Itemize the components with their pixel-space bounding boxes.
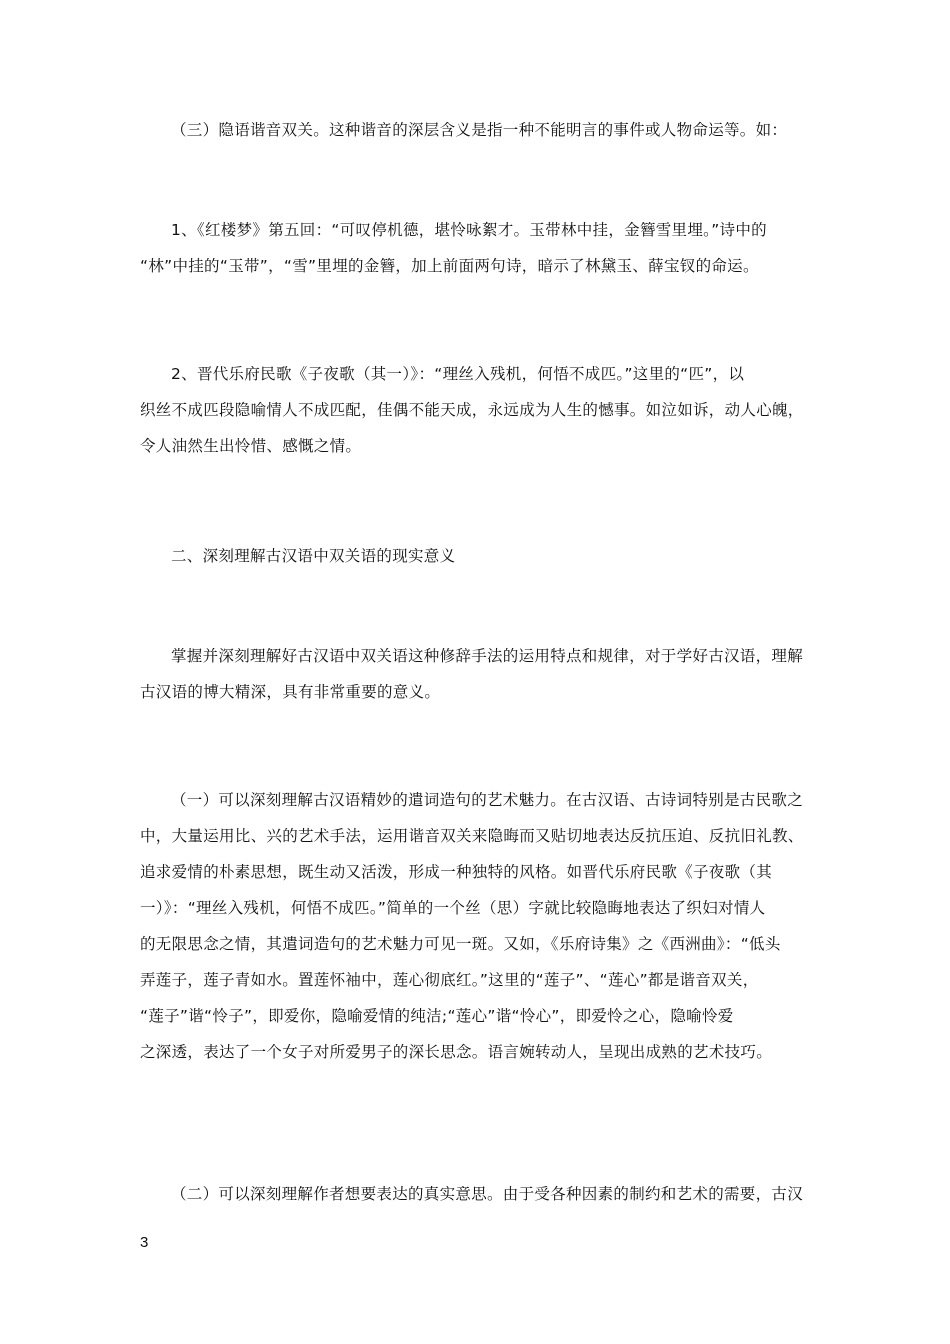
paragraph-honglou-example — [140, 212, 812, 284]
text-line: 之深透，表达了一个女子对所爱男子的深长思念。语言婉转动人，呈现出成熟的艺术技巧。 — [140, 1043, 773, 1061]
text-line: “林”中挂的“玉带”，“雪”里埋的金簪，加上前面两句诗，暗示了林黛玉、薛宝钗的命运。 — [140, 257, 759, 275]
paragraph-ziye-example — [140, 356, 812, 464]
text-line: 中，大量运用比、兴的艺术手法，运用谐音双关来隐晦而又贴切地表达反抗压迫、反抗旧礼教、 — [140, 827, 804, 845]
text-line: （三）隐语谐音双关。这种谐音的深层含义是指一种不能明言的事件或人物命运等。如： — [171, 121, 788, 139]
text-line: 2、晋代乐府民歌《子夜歌（其一）》：“理丝入残机，何悟不成匹。”这里的“匹”，以 — [171, 365, 745, 383]
text-line: 令人油然生出怜惜、感慨之情。 — [140, 437, 362, 455]
text-line: 追求爱情的朴素思想，既生动又活泼，形成一种独特的风格。如晋代乐府民歌《子夜歌（其 — [140, 863, 773, 881]
text-line: 弄莲子，莲子青如水。置莲怀袖中，莲心彻底红。”这里的“莲子”、“莲心”都是谐音双关， — [140, 971, 759, 989]
section-heading — [140, 538, 812, 574]
text-line: 织丝不成匹段隐喻情人不成匹配，佳偶不能天成，永远成为人生的憾事。如泣如诉，动人心魄， — [140, 401, 804, 419]
text-line: 掌握并深刻理解好古汉语中双关语这种修辞手法的运用特点和规律，对于学好古汉语，理解 — [171, 647, 804, 665]
text-line: （二）可以深刻理解作者想要表达的真实意思。由于受各种因素的制约和艺术的需要，古汉 — [171, 1185, 804, 1203]
text-line: 古汉语的博大精深，具有非常重要的意义。 — [140, 683, 441, 701]
text-line: （一）可以深刻理解古汉语精妙的遣词造句的艺术魅力。在古汉语、古诗词特别是古民歌之 — [171, 791, 804, 809]
text-line: “莲子”谐“怜子”，即爱你，隐喻爱情的纯洁;“莲心”谐“怜心”，即爱怜之心，隐喻怜爱 — [140, 1007, 734, 1025]
text-line: 二、深刻理解古汉语中双关语的现实意义 — [171, 547, 456, 565]
paragraph-significance-intro — [140, 638, 812, 710]
text-line: 一）》：“理丝入残机，何悟不成匹。”简单的一个丝（思）字就比较隐晦地表达了织妇对情人 — [140, 899, 766, 917]
text-line: 的无限思念之情，其遣词造句的艺术魅力可见一斑。又如，《乐府诗集》之《西洲曲》：“低头 — [140, 935, 781, 953]
text-line: 1、《红楼梦》第五回：“可叹停机德，堪怜咏絮才。玉带林中挂，金簪雪里埋。”诗中的 — [171, 221, 767, 239]
paragraph-hidden-pun-intro — [140, 112, 812, 148]
page-number: 3 — [140, 1234, 149, 1251]
paragraph-artistic-charm — [140, 782, 812, 1070]
paragraph-true-meaning — [140, 1176, 812, 1212]
